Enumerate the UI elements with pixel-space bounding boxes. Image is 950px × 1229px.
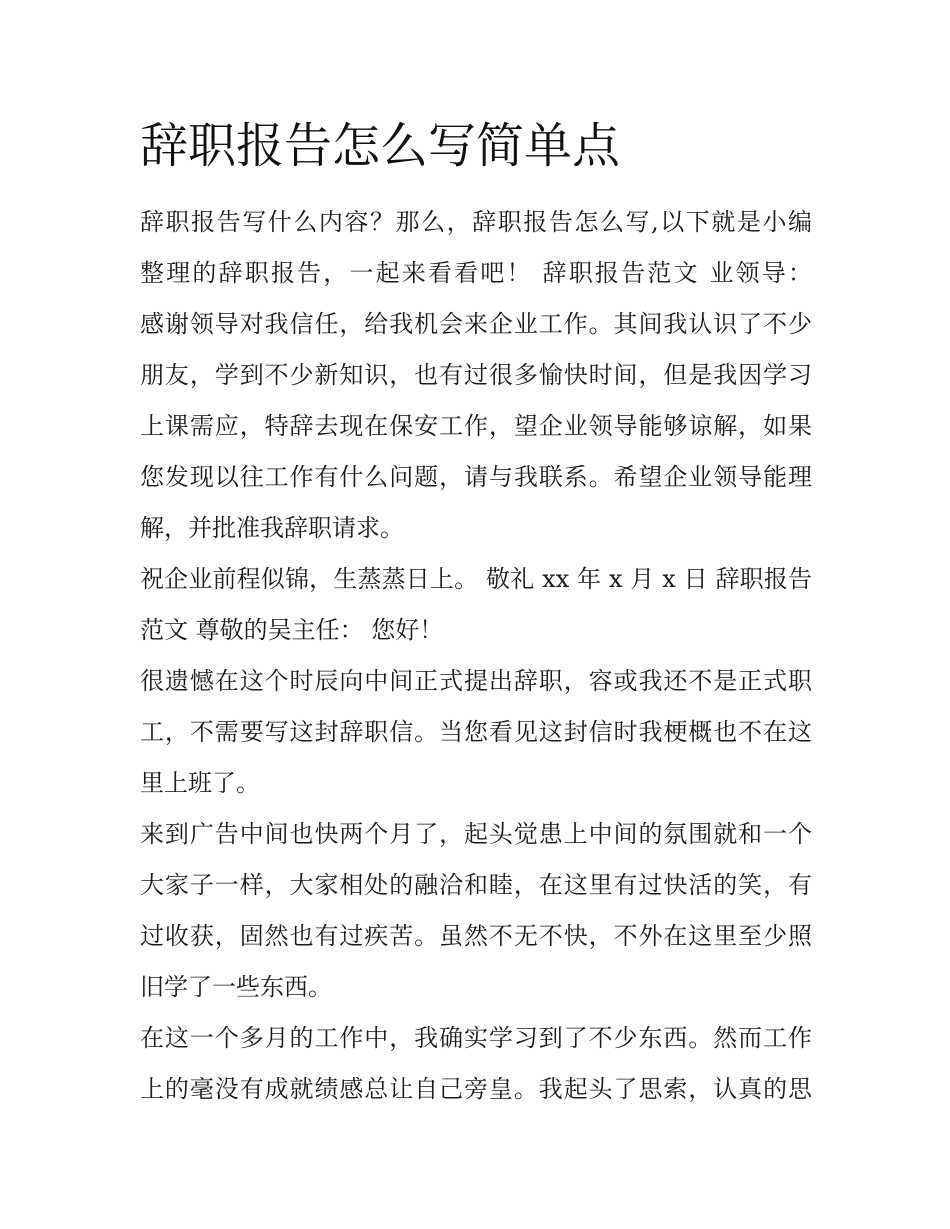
text-line: 感谢领导对我信任，给我机会来企业工作。其间我认识了不少	[140, 310, 812, 338]
text-line: 整理的辞职报告，一起来看看吧！ 辞职报告范文 业领导：	[140, 259, 812, 287]
text-line: 很遗憾在这个时辰向中间正式提出辞职，容或我还不是正式职	[140, 667, 812, 695]
text-line: 辞职报告写什么内容？那么，辞职报告怎么写,以下就是小编	[140, 208, 812, 236]
text-line: 过收获，固然也有过疾苦。虽然不无不快，不外在这里至少照	[140, 922, 812, 950]
text-line: 在这一个多月的工作中，我确实学习到了不少东西。然而工作	[140, 1024, 812, 1052]
text-line: 您发现以往工作有什么问题，请与我联系。希望企业领导能理	[140, 463, 812, 491]
text-line: 工，不需要写这封辞职信。当您看见这封信时我梗概也不在这	[140, 718, 812, 746]
text-line: 里上班了。	[140, 769, 260, 797]
text-line: 大家子一样，大家相处的融洽和睦，在这里有过快活的笑，有	[140, 871, 812, 899]
text-line: 上课需应，特辞去现在保安工作，望企业领导能够谅解，如果	[140, 412, 812, 440]
text-line: 朋友，学到不少新知识，也有过很多愉快时间，但是我因学习	[140, 361, 812, 389]
text-line: 旧学了一些东西。	[140, 973, 332, 1001]
document-body	[140, 197, 812, 1115]
text-line: 解，并批准我辞职请求。	[140, 514, 404, 542]
text-line: 范文 尊敬的吴主任： 您好！	[140, 616, 444, 644]
text-line: 来到广告中间也快两个月了，起头觉患上中间的氛围就和一个	[140, 820, 812, 848]
document-title: 辞职报告怎么写简单点	[140, 118, 621, 174]
text-line: 上的毫没有成就绩感总让自己旁皇。我起头了思索，认真的思	[140, 1075, 812, 1103]
text-line: 祝企业前程似锦，生蒸蒸日上。 敬礼 xx 年 x 月 x 日 辞职报告	[140, 565, 812, 593]
